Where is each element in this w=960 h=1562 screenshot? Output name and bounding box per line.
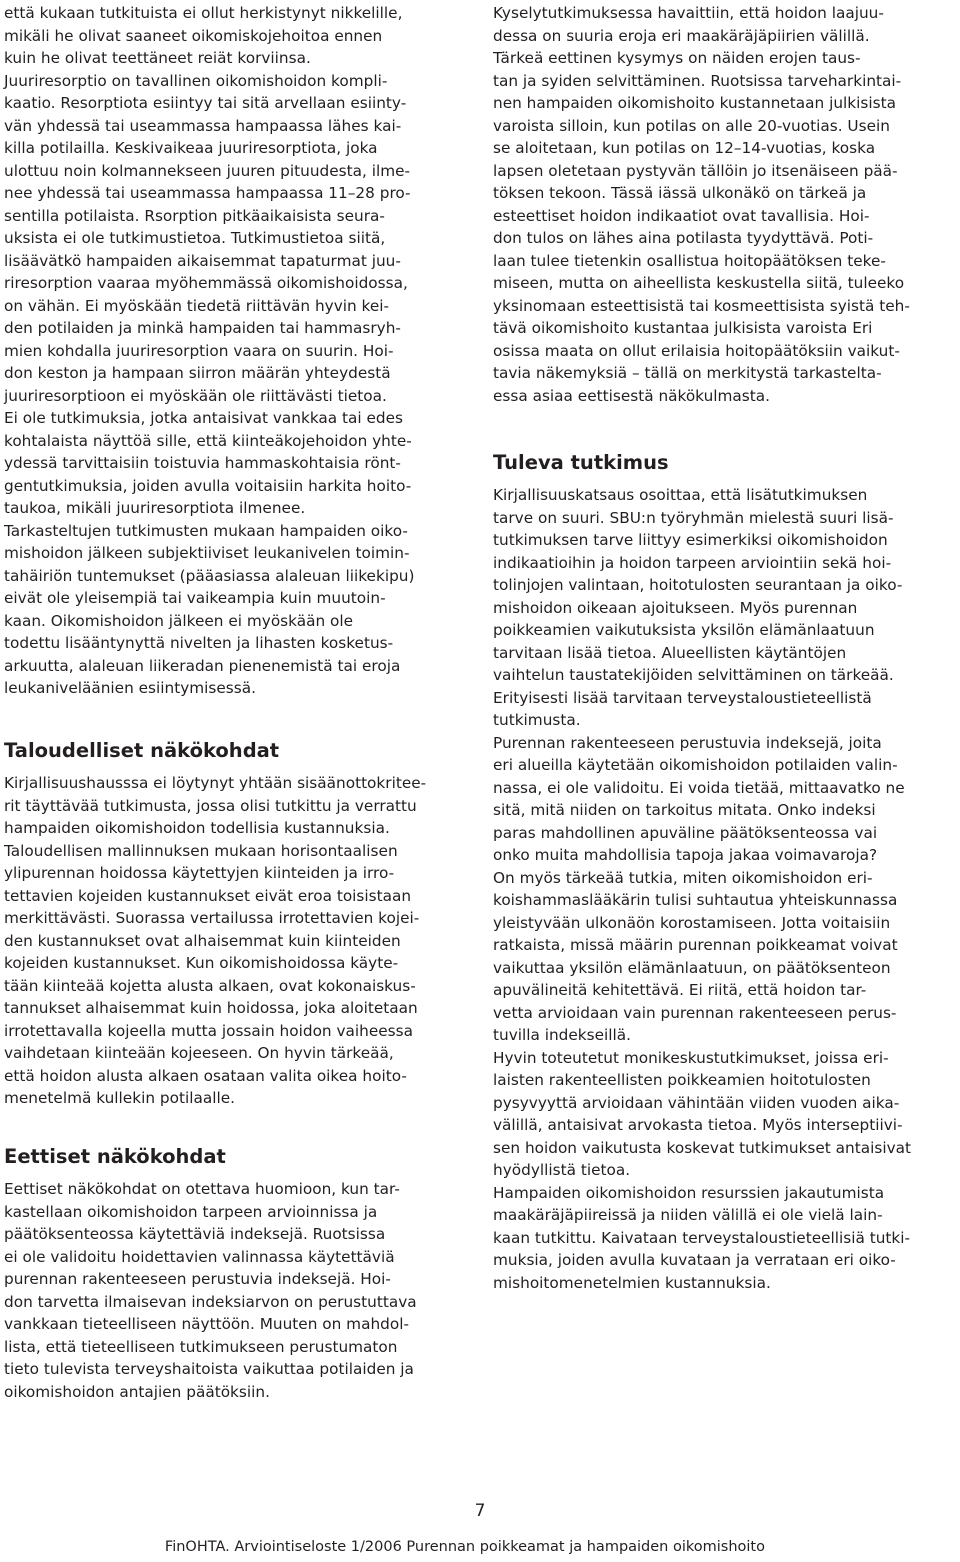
text-line: laan tulee tietenkin osallistua hoitopäätöksen teke- xyxy=(493,251,886,270)
text-line: maakäräjäpiireissä ja niiden välillä ei ole vielä lain- xyxy=(493,1206,883,1224)
text-line: kaan tutkittu. Kaivataan terveystaloustieteellisiä tutki- xyxy=(493,1228,911,1247)
text-line: kuin he olivat teettäneet reiät korviinsa. xyxy=(4,49,311,67)
text-line: Ei ole tutkimuksia, jotka antaisivat vankkaa tai edes xyxy=(4,409,404,427)
text-line: tieto tulevista terveyshaitoista vaikuttaa potilaiden ja xyxy=(4,1360,414,1378)
text-line: poikkeamien vaikutuksista yksilön elämänlaatuun xyxy=(493,621,875,639)
text-line: hyödyllistä tietoa. xyxy=(493,1161,631,1179)
footer-citation: FinOHTA. Arviointiseloste 1/2006 Purennan poikkeamat ja hampaiden oikomishoito xyxy=(164,1539,765,1555)
heading-economic: Taloudelliset näkökohdat xyxy=(4,739,280,762)
text-line: oikomishoidon antajien päätöksiin. xyxy=(4,1382,270,1401)
text-line: don tulos on lähes aina potilasta tyydyttävä. Poti- xyxy=(493,229,874,247)
text-line: Purennan rakenteeseen perustuvia indeksejä, joita xyxy=(493,733,882,752)
text-line: eri alueilla käytetään oikomishoidon potilaiden valin- xyxy=(493,756,898,774)
text-line: don tarvetta ilmaisevan indeksiarvon on perustuttava xyxy=(4,1292,417,1311)
text-line: kohtalaista näyttöä sille, että kiinteäkojehoidon yhte- xyxy=(4,431,412,450)
text-line: Hampaiden oikomishoidon resurssien jakautumista xyxy=(493,1183,885,1202)
text-line: Eettiset näkökohdat on otettava huomioon, kun tar- xyxy=(4,1180,400,1198)
text-line: On myös tärkeää tutkia, miten oikomishoidon eri- xyxy=(493,868,873,887)
text-line: Taloudellisen mallinnuksen mukaan horisontaalisen xyxy=(4,841,398,860)
text-line: sentilla potilaista. Rsorption pitkäaikaisista seura- xyxy=(4,206,385,225)
text-line: menetelmä kullekin potilaalle. xyxy=(4,1089,235,1107)
text-line: osissa maata on ollut erilaisia hoitopäätöksiin vaikut- xyxy=(493,341,900,360)
text-line: gentutkimuksia, joiden avulla voitaisiin harkita hoito- xyxy=(4,476,412,495)
text-line: den kustannukset ovat alhaisemmat kuin kiinteiden xyxy=(4,931,401,950)
text-line: on vähän. Ei myöskään tiedetä riittävän hyvin kei- xyxy=(4,296,390,315)
text-line: että hoidon alusta alkaen osataan valita oikea hoito- xyxy=(4,1066,407,1085)
text-line: ylipurennan hoidossa käytettyjen kiinteiden ja irro- xyxy=(4,864,395,882)
text-line: kaatio. Resorptiota esiintyy tai sitä arvellaan esiinty- xyxy=(4,94,407,112)
text-line: ulottuu noin kolmannekseen juuren pituudesta, ilme- xyxy=(4,161,411,180)
text-line: välillä, antaisivat arvokasta tietoa. Myös interseptiivi- xyxy=(493,1116,903,1134)
text-line: tahäiriön tuntemukset (pääasiassa alaleuan liikekipu) xyxy=(4,566,415,585)
text-line: tan ja syiden selvittäminen. Ruotsissa tarveharkintai- xyxy=(493,71,902,90)
text-line: Tärkeä eettinen kysymys on näiden erojen taus- xyxy=(493,49,861,67)
text-line: purennan rakenteeseen perustuvia indeksejä. Hoi- xyxy=(4,1270,391,1288)
text-line: ratkaista, missä määrin purennan poikkeamat voivat xyxy=(493,936,898,954)
text-line: Erityisesti lisää tarvitaan terveystaloustieteellistä xyxy=(493,688,872,707)
text-line: lapsen oletetaan pystyvän tällöin jo itsenäiseen pää- xyxy=(493,161,898,180)
text-line: taukoa, mikäli juuriresorptiota ilmenee. xyxy=(4,499,306,517)
text-line: lista, että tieteelliseen tutkimukseen perustumaton xyxy=(4,1337,398,1356)
text-line: että kukaan tutkituista ei ollut herkistynyt nikkelille, xyxy=(4,4,403,22)
text-line: kastellaan oikomishoidon tarpeen arvioinnissa ja xyxy=(4,1202,378,1221)
text-line: nassa, ei ole validoitu. Ei voida tietää, mittaavatko ne xyxy=(493,778,905,797)
text-line: vaihdetaan kiinteään kojeeseen. On hyvin tärkeää, xyxy=(4,1044,394,1062)
paragraph-ethical xyxy=(4,1178,417,1403)
text-line: miseen, mutta on aiheellista keskustella siitä, tuleeko xyxy=(493,274,905,292)
text-line: essa asiaa eettisestä näkökulmasta. xyxy=(493,386,770,405)
text-line: arkuutta, alaleuan liikeradan pienenemistä tai eroja xyxy=(4,656,401,675)
text-line: vaihtelun taustatekijöiden selvittäminen on tärkeää. xyxy=(493,666,894,684)
text-line: mien kohdalla juuriresorption vaara on suurin. Hoi- xyxy=(4,341,394,360)
text-line: tutkimusta. xyxy=(493,711,581,729)
text-line: tettavien kojeiden kustannukset eivät eroa toisistaan xyxy=(4,886,412,905)
text-line: indikaatioihin ja hoidon tarpeen arviointiin sekä hoi- xyxy=(493,553,892,572)
text-line: merkittävästi. Suorassa vertailussa irrotettavien kojei- xyxy=(4,909,420,927)
text-line: Hyvin toteutetut monikeskustutkimukset, joissa eri- xyxy=(493,1048,889,1067)
text-line: mikäli he olivat saaneet oikomiskojehoitoa ennen xyxy=(4,26,383,45)
text-line: tutkimuksen tarve liittyy esimerkiksi oikomishoidon xyxy=(493,531,888,549)
text-line: paras mahdollinen apuväline päätöksenteossa vai xyxy=(493,823,878,842)
text-line: lisäävätkö hampaiden aikaisemmat tapaturmat juu- xyxy=(4,251,401,270)
text-line: esteettiset hoidon indikaatiot ovat tavallisia. Hoi- xyxy=(493,206,870,225)
text-line: Tarkasteltujen tutkimusten mukaan hampaiden oiko- xyxy=(4,521,408,540)
text-line: rit täyttävää tutkimusta, jossa olisi tutkittu ja verrattu xyxy=(4,796,417,815)
text-line: sitä, mitä niiden on tarkoitus mitata. Onko indeksi xyxy=(493,801,876,819)
text-line: tarvitaan lisää tietoa. Alueellisten käytäntöjen xyxy=(493,643,847,662)
text-line: päätöksenteossa käytettäviä indeksejä. Ruotsissa xyxy=(4,1225,386,1243)
text-line: tannukset alhaisemmat kuin hoidossa, joka aloitetaan xyxy=(4,999,418,1017)
text-line: Kyselytutkimuksessa havaittiin, että hoidon laajuu- xyxy=(493,4,884,22)
text-line: sen hoidon vaikutusta koskevat tutkimukset antaisivat xyxy=(493,1138,912,1157)
text-line: töksen tekoon. Tässä iässä ulkonäkö on tärkeä ja xyxy=(493,184,867,202)
text-line: se aloitetaan, kun potilas on 12–14-vuotias, koska xyxy=(493,139,876,157)
text-line: muksia, joiden avulla kuvataan ja verrataan eri oiko- xyxy=(493,1251,896,1269)
text-line: tään kiinteää kojetta alusta alkaen, ovat kokonaiskus- xyxy=(4,976,416,995)
text-line: tävä oikomishoito kustantaa julkisista varoista Eri xyxy=(493,319,873,337)
text-line: tuvilla indekseillä. xyxy=(493,1026,632,1044)
paragraph-economic xyxy=(4,772,426,1110)
text-line: kojeiden kustannukset. Kun oikomishoidossa käyte- xyxy=(4,954,399,972)
text-line: vetta arvioidaan vain purennan rakenteeseen perus- xyxy=(493,1003,897,1022)
text-line: ydessä tarvittaisiin toistuvia hammaskohtaisia rönt- xyxy=(4,454,401,472)
text-line: yleistyvään ulkonäön korostamiseen. Jotta voitaisiin xyxy=(493,913,891,932)
text-line: laisten rakenteellisten poikkeamien hoitotulosten xyxy=(493,1071,871,1089)
page-number: 7 xyxy=(474,1501,486,1521)
text-line: dessa on suuria eroja eri maakäräjäpiirien välillä. xyxy=(493,26,870,45)
text-line: juuriresorptioon ei myöskään ole riittävästi tietoa. xyxy=(4,386,387,405)
heading-ethical: Eettiset näkökohdat xyxy=(4,1145,226,1168)
text-line: varoista silloin, kun potilas on alle 20-vuotias. Usein xyxy=(493,116,890,135)
text-line: den potilaiden ja minkä hampaiden tai hammasryh- xyxy=(4,319,401,337)
paragraph-root-resorption xyxy=(4,2,414,700)
text-line: vankkaan tieteelliseen näyttöön. Muuten on mahdol- xyxy=(4,1315,409,1333)
text-line: Kirjallisuuskatsaus osoittaa, että lisätutkimuksen xyxy=(493,486,868,504)
text-line: irrotettavalla kojeella mutta jossain hoidon vaiheessa xyxy=(4,1021,413,1040)
text-line: tolinjojen valintaan, hoitotulosten seurantaan ja oiko- xyxy=(493,576,903,594)
text-line: vän yhdessä tai useammassa hampaassa lähes kai- xyxy=(4,116,402,135)
text-line: riresorption vaaraa myöhemmässä oikomishoidossa, xyxy=(4,274,408,292)
text-line: vaikuttaa yksilön elämänlaatuun, on päätöksenteon xyxy=(493,958,891,977)
text-line: uksista ei ole tutkimustietoa. Tutkimustietoa siitä, xyxy=(4,229,386,247)
text-line: killa potilailla. Keskivaikeaa juuriresorptiota, joka xyxy=(4,139,378,157)
text-line: koishammaslääkärin tulisi suhtautua yhteiskunnassa xyxy=(493,891,898,909)
text-line: Kirjallisuushausssa ei löytynyt yhtään sisäänottokritee- xyxy=(4,774,427,792)
text-line: pysyvyyttä arvioidaan vähintään viiden vuoden aika- xyxy=(493,1093,900,1112)
text-line: don keston ja hampaan siirron määrän yhteydestä xyxy=(4,364,391,382)
text-line: todettu lisääntynyttä nivelten ja lihasten kosketus- xyxy=(4,634,394,652)
text-line: onko muita mahdollisia tapoja jakaa voimavaroja? xyxy=(493,846,878,864)
text-line: mishoitomenetelmien kustannuksia. xyxy=(493,1273,771,1292)
paragraph-ethics-survey xyxy=(493,2,910,407)
text-line: nen hampaiden oikomishoito kustannetaan julkisista xyxy=(493,94,896,112)
text-line: kaan. Oikomishoidon jälkeen ei myöskään ole xyxy=(4,611,354,630)
heading-future-research: Tuleva tutkimus xyxy=(493,451,669,474)
text-line: mishoidon oikeaan ajoitukseen. Myös purennan xyxy=(493,598,858,617)
text-line: Juuriresorptio on tavallinen oikomishoidon kompli- xyxy=(4,71,388,90)
paragraph-future-research xyxy=(493,484,911,1294)
text-line: yksinomaan esteettisistä tai kosmeettisista syistä teh- xyxy=(493,296,910,315)
text-line: leukaniveläänien esiintymisessä. xyxy=(4,679,256,697)
text-line: apuvälineitä kehitettävä. Ei riitä, että hoidon tar- xyxy=(493,981,867,999)
text-line: ei ole validoitu hoidettavien valinnassa käytettäviä xyxy=(4,1247,395,1266)
text-line: tavia näkemyksiä – tällä on merkitystä tarkastelta- xyxy=(493,364,882,382)
text-line: eivät ole yleisempiä tai vaikeampia kuin muutoin- xyxy=(4,589,386,607)
text-line: nee yhdessä tai useammassa hampaassa 11–28 pro- xyxy=(4,184,411,202)
text-line: hampaiden oikomishoidon todellisia kustannuksia. xyxy=(4,819,390,837)
text-line: mishoidon jälkeen subjektiiviset leukanivelen toimin- xyxy=(4,544,410,562)
text-line: tarve on suuri. SBU:n työryhmän mielestä suuri lisä- xyxy=(493,508,894,527)
